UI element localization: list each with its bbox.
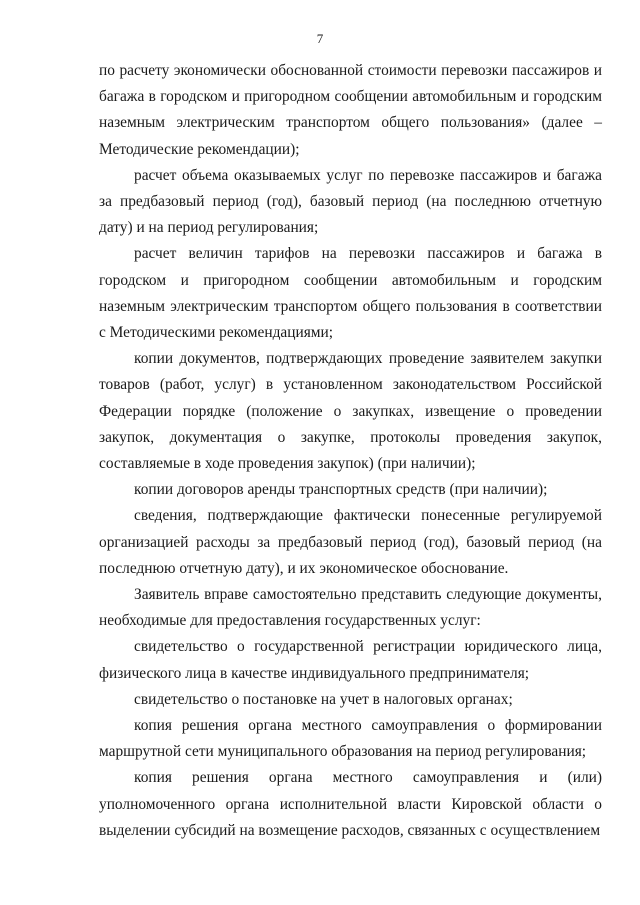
document-body <box>99 58 602 844</box>
paragraph: свидетельство о государственной регистрации юридического лица, физического лица в качестве индивидуального предпринимателя; <box>99 638 602 682</box>
paragraph: расчет объема оказываемых услуг по перевозке пассажиров и багажа за предбазовый период (год), базовый период (на последнюю отчетную дату) и на период регулирования; <box>99 166 602 237</box>
paragraph: копии договоров аренды транспортных средств (при наличии); <box>134 481 548 499</box>
paragraph: копии документов, подтверждающих проведение заявителем закупки товаров (работ, услуг) в установленном законодательством Российской Федерации порядке (положение о закупках, извещение о проведении закупок, документация о закупке, протоколы проведения закупок, составляемые в ходе проведения закупок) (при наличии); <box>99 350 602 473</box>
paragraph: сведения, подтверждающие фактически понесенные регулируемой организацией расходы за предбазовый период (год), базовый период (на последнюю отчетную дату), и их экономическое обоснование. <box>99 507 602 577</box>
paragraph: свидетельство о постановке на учет в налоговых органах; <box>134 690 513 708</box>
paragraph: Заявитель вправе самостоятельно представить следующие документы, необходимые для предоставления государственных услуг: <box>99 586 602 630</box>
paragraph: копия решения органа местного самоуправления о формировании маршрутной сети муниципального образования на период регулирования; <box>99 717 602 761</box>
page-number: 7 <box>316 31 324 46</box>
paragraph: расчет величин тарифов на перевозки пассажиров и багажа в городском и пригородном сообщении автомобильным и городским наземным электрическим транспортом общего пользования в соответствии с Методическими рекомендациями; <box>99 245 602 342</box>
paragraph: копия решения органа местного самоуправления и (или) уполномоченного органа исполнительной власти Кировской области о выделении субсидий на возмещение расходов, связанных с осуществлением <box>99 769 602 839</box>
paragraph-continuation: по расчету экономически обоснованной стоимости перевозки пассажиров и багажа в городском и пригородном сообщении автомобильным и городским наземным электрическим транспортом общего пользования» (далее – Методические рекомендации); <box>99 62 602 158</box>
